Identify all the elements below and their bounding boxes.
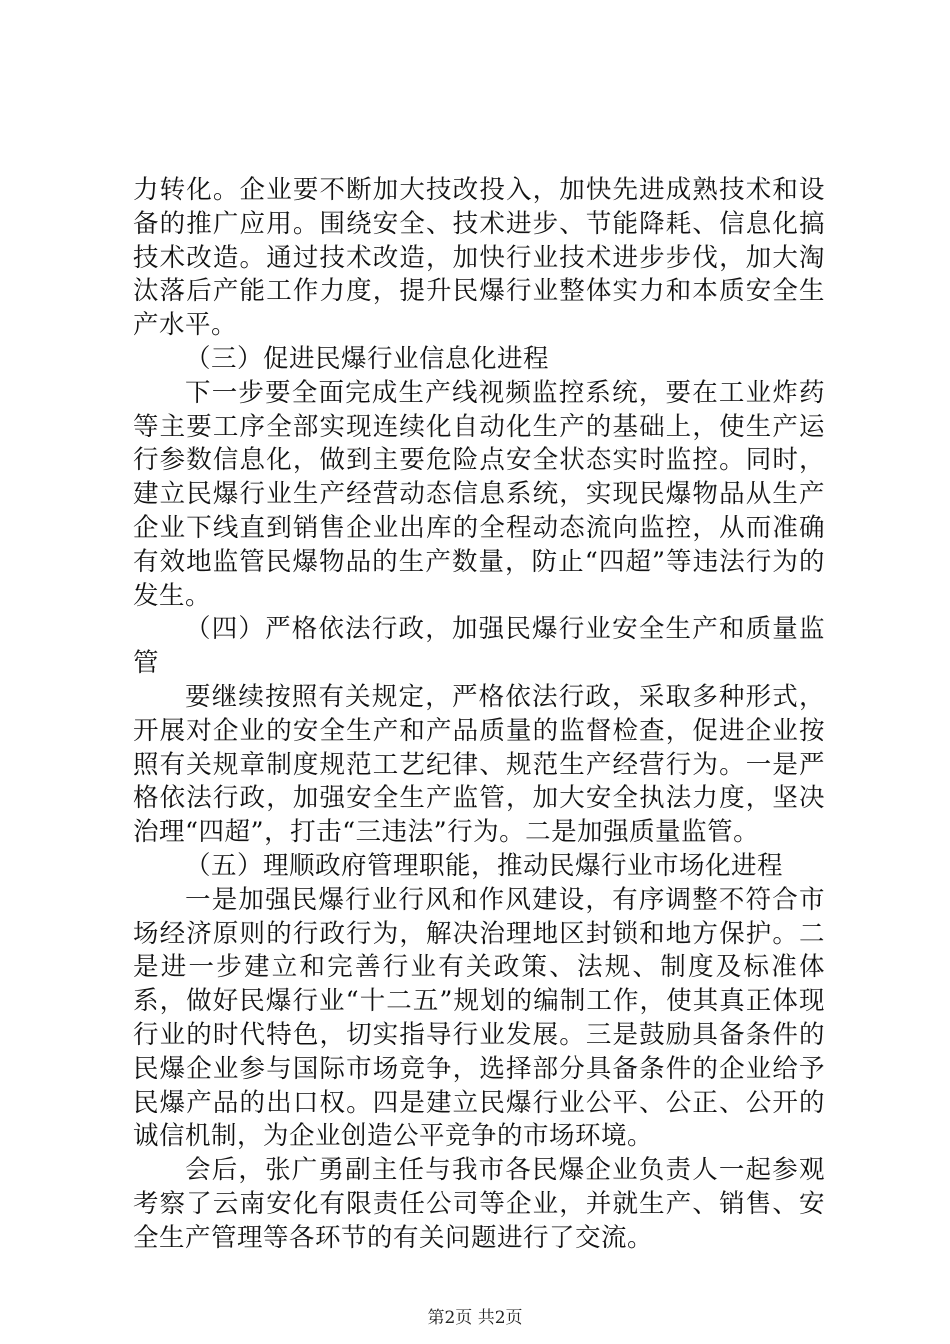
paragraph: 要继续按照有关规定，严格依法行政，采取多种形式，开展对企业的安全生产和产品质量的监督检查，促进企业按照有关规章制度规范工艺纪律、规范生产经营行为。一是严格依法行政，加强安全生产监管，加大安全执法力度，坚决治理“四超”，打击“三违法”行为。二是加强质量监管。 (133, 681, 825, 848)
section-heading-4: （四）严格依法行政，加强民爆行业安全生产和质量监管 (133, 614, 825, 679)
paragraph-continuation: 力转化。企业要不断加大技改投入，加快先进成熟技术和设备的推广应用。围绕安全、技术进步、节能降耗、信息化搞技术改造。通过技术改造，加快行业技术进步步伐，加大淘汰落后产能工作力度，提升民爆行业整体实力和本质安全生产水平。 (133, 175, 825, 341)
paragraph: 会后，张广勇副主任与我市各民爆企业负责人一起参观考察了云南安化有限责任公司等企业，并就生产、销售、安全生产管理等各环节的有关问题进行了交流。 (133, 1155, 825, 1253)
paragraph: 一是加强民爆行业行风和作风建设，有序调整不符合市场经济原则的行政行为，解决治理地区封锁和地方保护。二是进一步建立和完善行业有关政策、法规、制度及标准体系，做好民爆行业“十二五”规划的编制工作，使其真正体现行业的时代特色，切实指导行业发展。三是鼓励具备条件的民爆企业参与国际市场竞争，选择部分具备条件的企业给予民爆产品的出口权。四是建立民爆行业公平、公正、公开的诚信机制，为企业创造公平竞争的市场环境。 (133, 884, 825, 1152)
document-body (133, 174, 825, 1256)
section-heading-5: （五）理顺政府管理职能，推动民爆行业市场化进程 (185, 850, 784, 881)
section-heading-3: （三）促进民爆行业信息化进程 (185, 343, 550, 374)
page-number-footer: 第2页 共2页 (427, 1308, 523, 1328)
paragraph: 下一步要全面完成生产线视频监控系统，要在工业炸药等主要工序全部实现连续化自动化生产的基础上，使生产运行参数信息化，做到主要危险点安全状态实时监控。同时，建立民爆行业生产经营动态信息系统，实现民爆物品从生产企业下线直到销售企业出库的全程动态流向监控，从而准确有效地监管民爆物品的生产数量，防止“四超”等违法行为的发生。 (133, 377, 825, 611)
